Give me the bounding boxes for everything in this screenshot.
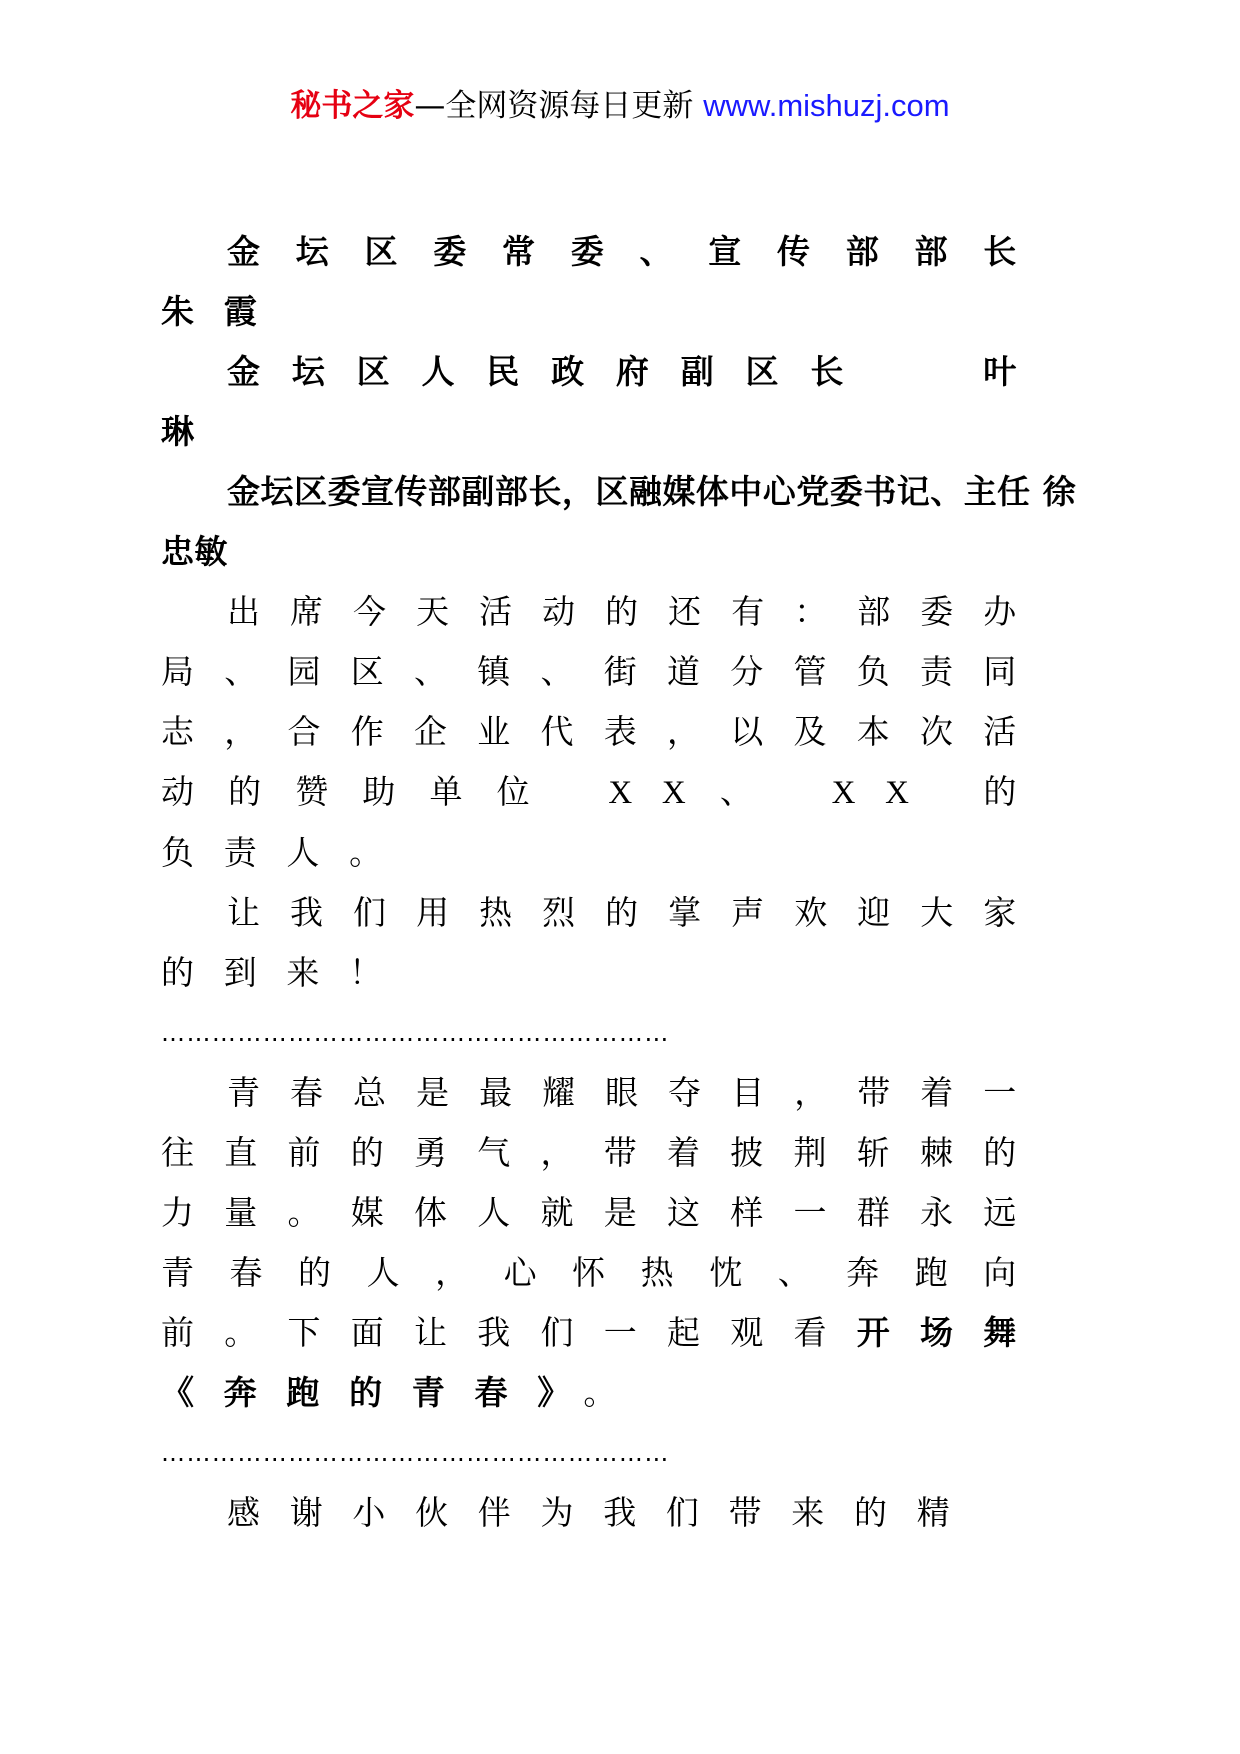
guest-line bbox=[161, 462, 1076, 582]
thanks-paragraph: 感谢小伙伴为我们带来的精 bbox=[227, 1493, 980, 1532]
attendance-text: 出席今天活动的还有：部委办局、园区、镇、街道分管负责同志，合作企业代表，以及本次活动的赞助单位 bbox=[161, 592, 1046, 811]
dotted-separator: …………………………………………………… bbox=[161, 1019, 670, 1047]
attendance-paragraph bbox=[161, 582, 1046, 883]
dance-intro-paragraph bbox=[161, 1063, 1046, 1423]
sponsor-placeholder: XX bbox=[831, 775, 939, 811]
guest-title: 金坛区委宣传部副部长，区融媒体中心党委书记、主任 bbox=[227, 472, 1031, 511]
separator-mark: 、 bbox=[715, 772, 787, 811]
brand-name: 秘书之家 bbox=[290, 88, 415, 124]
dotted-separator: …………………………………………………… bbox=[161, 1439, 670, 1467]
guest-line bbox=[161, 222, 1046, 342]
site-header bbox=[0, 86, 1240, 126]
guest-title: 金坛区人民政府副区长 bbox=[227, 352, 876, 391]
guest-name: 叶琳 bbox=[161, 352, 1046, 451]
guest-name: 朱霞 bbox=[161, 292, 287, 331]
dance-intro-text: 青春总是最耀眼夺目，带着一往直前的勇气，带着披荆斩棘的力量。媒体人就是这样一群永远青春的人，心怀热忱、奔跑向前。下面让我们一起观看 bbox=[161, 1073, 1046, 1352]
document-body bbox=[161, 222, 1076, 1543]
guest-line bbox=[161, 342, 1046, 462]
header-tagline: —全网资源每日更新 bbox=[414, 88, 704, 124]
guest-name: 徐忠敏 bbox=[161, 472, 1076, 571]
attendance-text-end: 的负责人。 bbox=[161, 772, 1047, 872]
program-title: 开场舞《奔跑的青春》 bbox=[161, 1313, 1047, 1412]
dance-intro-end: 。 bbox=[583, 1373, 647, 1412]
site-url-link[interactable]: www.mishuzj.com bbox=[703, 88, 950, 123]
sponsor-placeholder: XX bbox=[608, 775, 716, 811]
guest-title: 金坛区委常委、宣传部部长 bbox=[227, 232, 1046, 271]
welcome-paragraph: 让我们用热烈的掌声欢迎大家的到来！ bbox=[161, 893, 1046, 992]
